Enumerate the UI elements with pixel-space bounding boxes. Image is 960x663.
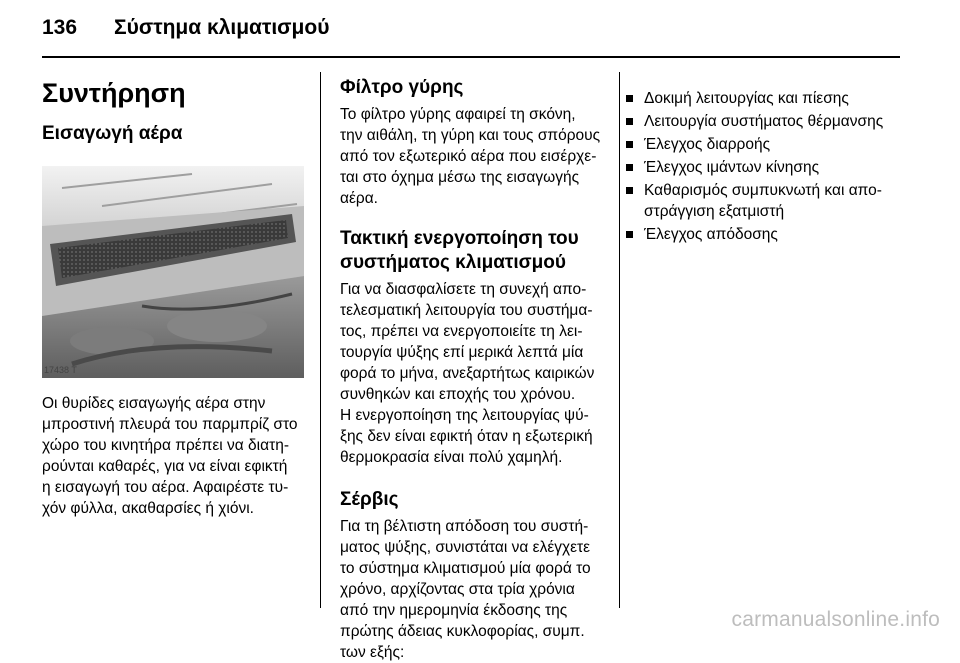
header-rule [42, 56, 900, 58]
site-watermark: carmanualsonline.info [731, 608, 940, 631]
list-item [624, 224, 914, 245]
regular-activation-text: Για να διασφαλίσετε τη συνεχή απο- τελεσματική λειτουργία του συστήμα- τος, πρέπει να ενεργοποιείτε τη λει- τουργία ψύξης επί μερικά λεπτά μία φορά το μήνα, ανεξαρτήτως καιρικών συνθηκών και εποχής του χρόνου. Η ενεργοποίηση της λειτουργίας ψύ- ξης δεν είναι εφικτή όταν η εξωτερική θερμοκρασία είναι πολύ χαμηλή. [340, 281, 595, 466]
column-3 [624, 88, 914, 247]
bullet-icon [626, 187, 633, 194]
regular-activation-title-line2: συστήματος κλιματισμού [340, 252, 566, 273]
pollen-filter-text: Το φίλτρο γύρης αφαιρεί τη σκόνη, την αιθάλη, τη γύρη και τους σπόρους από τον εξωτερικό αέρα που εισέρχε- ται στο όχημα μέσω της εισαγωγής αέρα. [340, 106, 601, 207]
list-item [624, 134, 914, 155]
page-number: 136 [42, 16, 78, 39]
subsection-title-pollen-filter: Φίλτρο γύρης [340, 77, 464, 98]
list-item-text: Έλεγχος απόδοσης [644, 226, 778, 243]
service-text: Για τη βέλτιστη απόδοση του συστή- ματος ψύξης, συνιστάται να ελέγχετε το σύστημα κλιματισμού μία φορά το χρόνο, αρχίζοντας στα τρία χρόνια από την ημερομηνία έκδοσης της πρώτης άδειας κυκλοφορίας, συμπ. των εξής: [340, 518, 591, 661]
bullet-icon [626, 164, 633, 171]
list-item [624, 111, 914, 132]
column-divider-1 [320, 72, 321, 608]
column-1 [42, 66, 304, 519]
bullet-icon [626, 231, 633, 238]
subsection-title-service: Σέρβις [340, 489, 399, 510]
image-code-label: 17438 T [44, 365, 77, 375]
list-item-text: Έλεγχος ιμάντων κίνησης [644, 159, 820, 176]
bullet-icon [626, 118, 633, 125]
air-intake-photo [42, 166, 304, 378]
list-item-text: Έλεγχος διαρροής [644, 136, 771, 153]
column-2 [340, 66, 608, 663]
list-item-text: Λειτουργία συστήματος θέρμανσης [644, 113, 884, 130]
air-intake-text: Οι θυρίδες εισαγωγής αέρα στην μπροστινή πλευρά του παρμπρίζ στο χώρο του κινητήρα πρέπει να διατη- ρούνται καθαρές, για να είναι εφικτή η εισαγωγή του αέρα. Αφαιρέστε τυ- χόν φύλλα, ακαθαρσίες ή χιόνι. [42, 395, 298, 517]
bullet-icon [626, 95, 633, 102]
service-checklist [624, 88, 914, 245]
chapter-title: Σύστημα κλιματισμού [114, 16, 330, 39]
list-item [624, 88, 914, 109]
engine-bay-illustration [42, 166, 304, 378]
list-item [624, 157, 914, 178]
bullet-icon [626, 141, 633, 148]
list-item-text: Δοκιμή λειτουργίας και πίεσης [644, 90, 849, 107]
column-divider-2 [619, 72, 620, 608]
subsection-title-air-intake: Εισαγωγή αέρα [42, 123, 183, 144]
list-item-text: Καθαρισμός συμπυκνωτή και απο- στράγγιση εξατμιστή [644, 182, 882, 220]
subsection-title-regular-activation [340, 227, 608, 275]
section-title-maintenance: Συντήρηση [42, 78, 186, 108]
list-item [624, 180, 914, 222]
regular-activation-title-line1: Τακτική ενεργοποίηση του [340, 228, 579, 249]
